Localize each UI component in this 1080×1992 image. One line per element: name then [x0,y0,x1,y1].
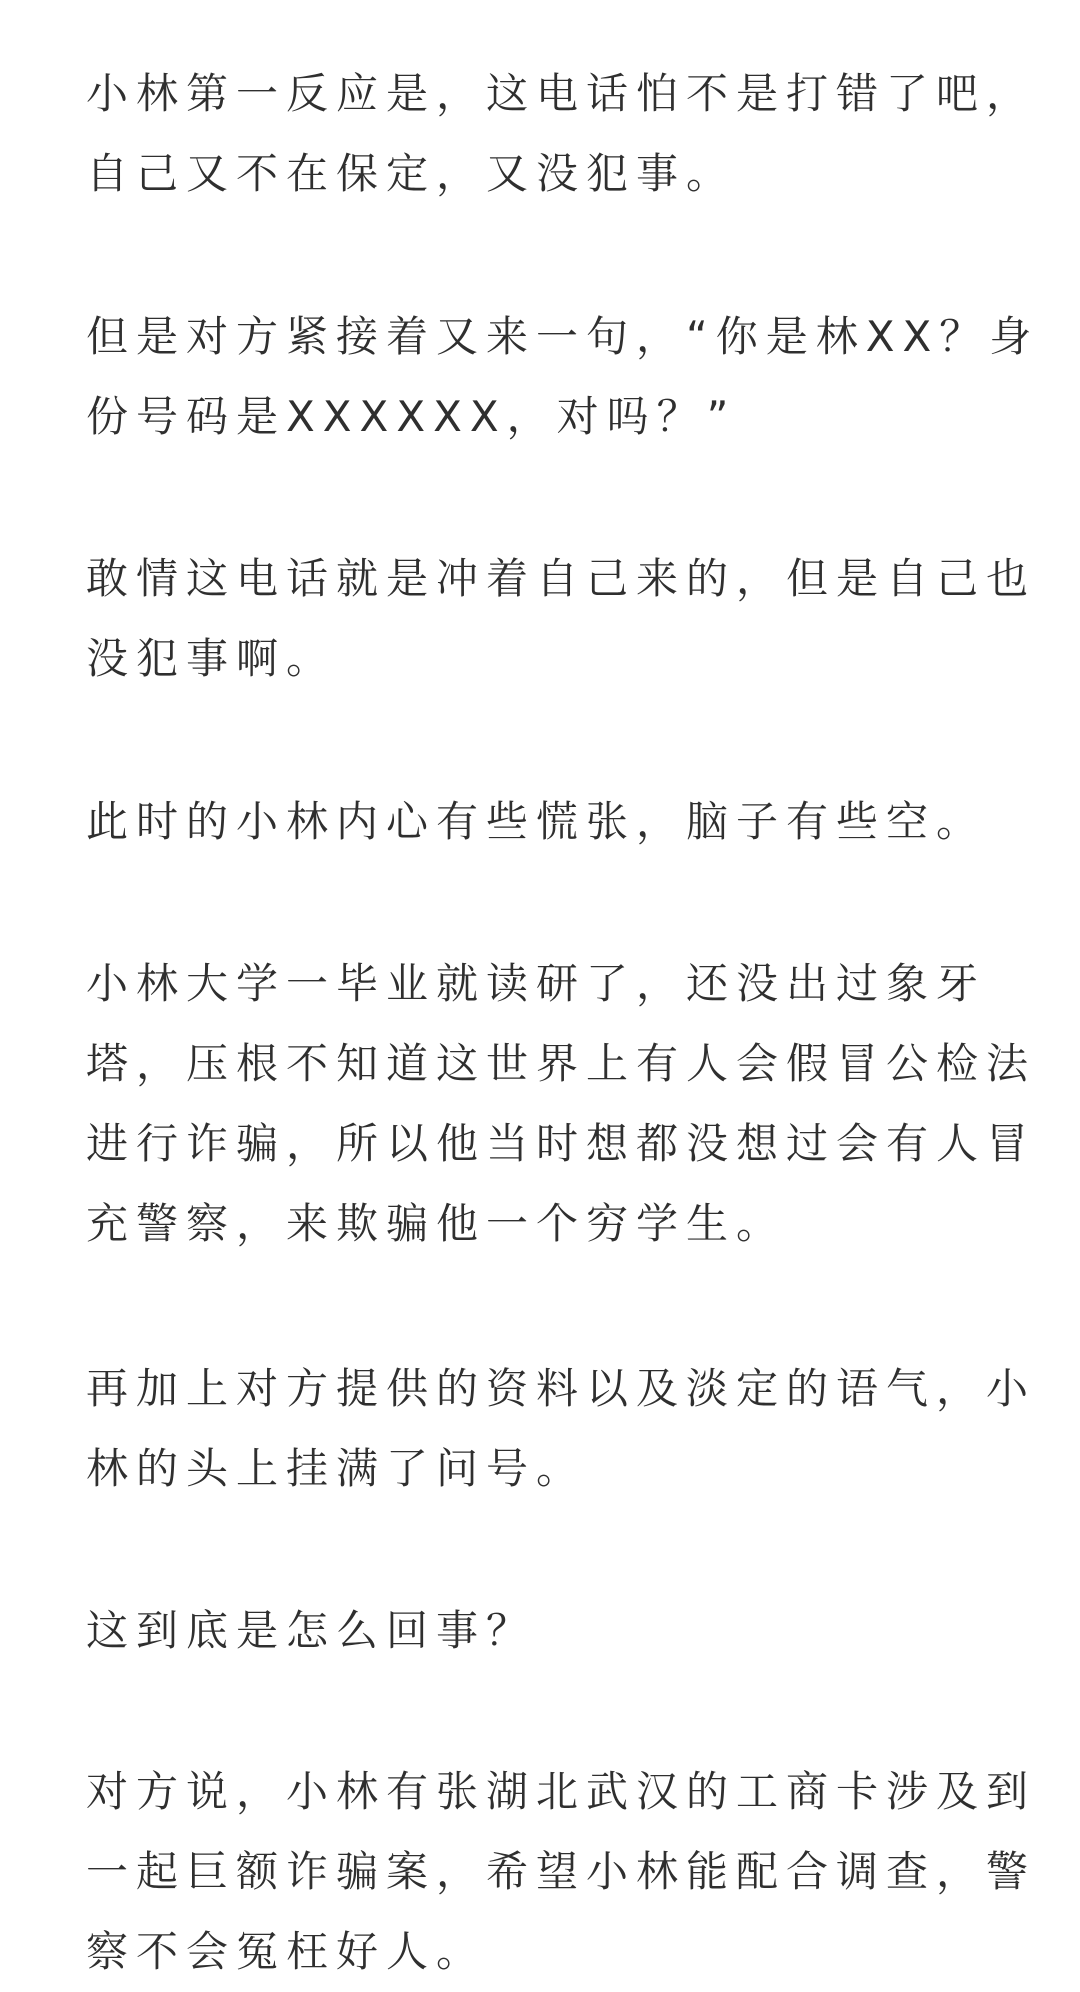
text-line: 察不会冤枉好人。 [86,1927,487,1976]
text-line: 没犯事啊。 [86,634,337,683]
text-line: 但是对方紧接着又来一句，“你是林XX？身 [86,312,1040,361]
text-line: 充警察，来欺骗他一个穷学生。 [86,1199,787,1248]
text-line: 进行诈骗，所以他当时想都没想过会有人冒 [86,1119,1037,1168]
paragraph-8 [86,1752,1036,1992]
text-line: 小林第一反应是，这电话怕不是打错了吧， [86,69,1037,118]
text-line: 敢情这电话就是冲着自己来的，但是自己也 [86,554,1037,603]
text-line: 一起巨额诈骗案，希望小林能配合调查，警 [86,1847,1037,1896]
text-line: 林的头上挂满了问号。 [86,1444,587,1493]
text-line: 小林大学一毕业就读研了，还没出过象牙 [86,959,987,1008]
paragraph-7 [86,1591,536,1671]
text-line: 自己又不在保定，又没犯事。 [86,149,737,198]
text-line: 塔，压根不知道这世界上有人会假冒公检法 [86,1039,1037,1088]
paragraph-4 [86,782,986,862]
text-line: 再加上对方提供的资料以及淡定的语气，小 [86,1364,1037,1413]
text-line: 对方说，小林有张湖北武汉的工商卡涉及到 [86,1767,1037,1816]
paragraph-5 [86,944,1036,1264]
paragraph-6 [86,1349,1036,1509]
paragraph-3 [86,539,1036,699]
text-line: 此时的小林内心有些慌张，脑子有些空。 [86,797,987,846]
text-line: 这到底是怎么回事？ [86,1606,537,1655]
text-line: 份号码是XXXXXX，对吗？” [86,392,737,441]
paragraph-1 [86,54,1036,214]
paragraph-2 [86,297,1039,457]
